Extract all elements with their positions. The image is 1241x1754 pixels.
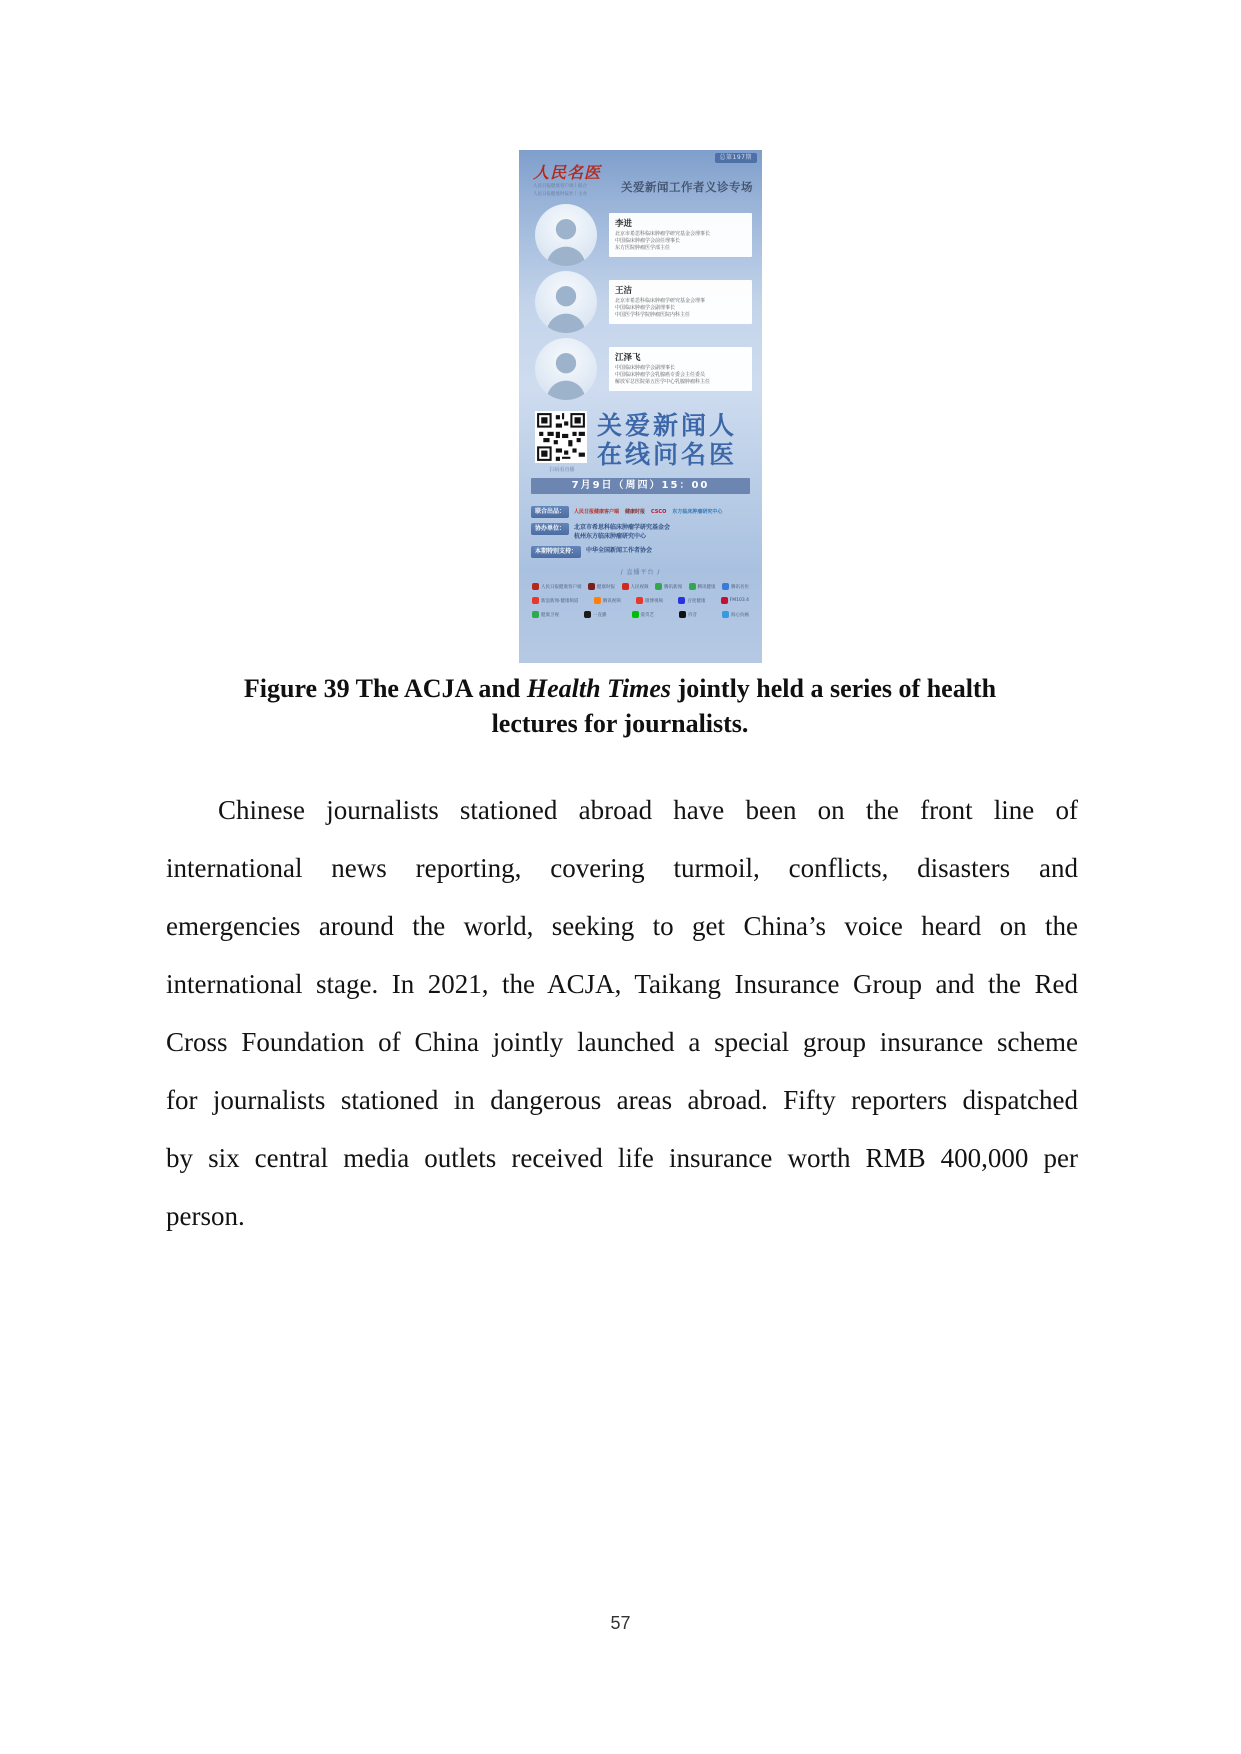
doctor-entry bbox=[519, 271, 762, 333]
platform-logo-icon bbox=[721, 597, 728, 604]
platform-logo-icon bbox=[655, 583, 662, 590]
schedule-banner: 7月9日（周四）15：00 bbox=[531, 478, 750, 494]
credit-row-organizers bbox=[531, 523, 752, 541]
doctor-title: 北京市希思科临床肿瘤学研究基金会理事 bbox=[615, 298, 706, 304]
doctor-photo bbox=[535, 204, 597, 266]
platform-logo: 微博视频 bbox=[636, 597, 663, 604]
producer-label-chip: 联合出品： bbox=[531, 506, 569, 518]
credit-row-support bbox=[531, 546, 752, 558]
doctor-title: 解放军总医院第五医学中心乳腺肿瘤科主任 bbox=[615, 379, 711, 385]
brand-logo: 人民名医 bbox=[533, 163, 602, 182]
figure-caption bbox=[170, 671, 1070, 741]
poster-headline bbox=[597, 411, 737, 473]
support-label-chip: 本期特别支持： bbox=[531, 546, 581, 558]
platform-row-2 bbox=[532, 597, 749, 604]
platform-logo-icon bbox=[584, 611, 591, 618]
producer-logo: 健康时报 bbox=[625, 509, 646, 515]
brand-block bbox=[533, 164, 617, 198]
brand-subline-2: 人民日报健康时报社丨主办 bbox=[533, 192, 587, 197]
doctor-title: 中国临床肿瘤学会副理事长 bbox=[615, 305, 676, 311]
platform-logo: 一直播 bbox=[584, 611, 607, 618]
doctor-name: 江泽飞 bbox=[615, 353, 641, 363]
brand-subline-1: 人民日报健康客户端丨联合 bbox=[533, 184, 587, 189]
page-number: 57 bbox=[610, 1613, 631, 1633]
organizer-line-2: 杭州东方临床肿瘤研究中心 bbox=[574, 532, 647, 540]
platforms-divider: / 直播平台 / bbox=[620, 569, 661, 576]
doctor-title: 中国临床肿瘤学会乳腺癌专委会主任委员 bbox=[615, 372, 706, 378]
person-silhouette-icon bbox=[535, 204, 597, 266]
platform-logo: 健康卫视 bbox=[532, 611, 559, 618]
person-silhouette-icon bbox=[535, 338, 597, 400]
platform-row-1 bbox=[532, 583, 749, 590]
platform-logo: 爱奇艺 bbox=[632, 611, 655, 618]
support-value: 中华全国新闻工作者协会 bbox=[586, 547, 653, 554]
credits-section bbox=[531, 506, 752, 558]
poster-title: 关爱新闻工作者义诊专场 bbox=[621, 180, 753, 194]
organizer-line-1: 北京市希思科临床肿瘤学研究基金会 bbox=[574, 524, 671, 531]
doctor-card bbox=[609, 280, 752, 324]
platform-logo-icon bbox=[532, 597, 539, 604]
platform-logo-icon bbox=[622, 583, 629, 590]
doctor-list bbox=[519, 204, 762, 400]
qr-caption: 扫码看直播 bbox=[549, 467, 575, 473]
producer-logo: CSCO bbox=[651, 508, 667, 515]
doctor-photo bbox=[535, 338, 597, 400]
figure-poster bbox=[519, 150, 762, 663]
platform-logo: 新浪新闻·健康频道 bbox=[532, 597, 578, 604]
doctor-title: 中国临床肿瘤学会前任理事长 bbox=[615, 238, 681, 244]
body-paragraph: Chinese journalists stationed abroad have been on the front line of international news reporting, covering turmoil, conflicts, disasters and emergencies around the world, seeking to get China’s voice heard on the international stage. In 2021, the ACJA, Taikang Insurance Group and the Red Cross Foundation of China jointly launched a special group insurance scheme for journalists stationed in dangerous areas abroad. Fifty reporters dispatched by six central media outlets received life insurance worth RMB 400,000 per person. bbox=[166, 795, 1078, 1231]
producer-logo: 人民日报健康客户端 bbox=[574, 509, 620, 515]
issue-badge: 总第197期 bbox=[715, 153, 757, 163]
doctor-title: 中国临床肿瘤学会副理事长 bbox=[615, 365, 676, 371]
platform-logo: 腾讯新闻 bbox=[655, 583, 682, 590]
headline-line-2: 在线问名医 bbox=[597, 440, 738, 469]
platform-logo: 抖音 bbox=[679, 611, 697, 618]
platform-logo-icon bbox=[636, 597, 643, 604]
doctor-card bbox=[609, 213, 752, 257]
platform-logo: FM103.4 bbox=[721, 597, 749, 604]
credit-row-producers bbox=[531, 506, 752, 518]
platform-logo-icon bbox=[588, 583, 595, 590]
doctor-title: 北京市希思科临床肿瘤学研究基金会理事长 bbox=[615, 231, 711, 237]
qr-code bbox=[535, 411, 587, 463]
doctor-name: 王洁 bbox=[615, 286, 633, 296]
platform-logo: 腾讯名医 bbox=[722, 583, 749, 590]
platform-logo-icon bbox=[722, 611, 729, 618]
platform-logo: 腾讯视频 bbox=[594, 597, 621, 604]
doctor-entry bbox=[519, 338, 762, 400]
doctor-name: 李进 bbox=[615, 219, 633, 229]
organizer-value bbox=[574, 523, 670, 541]
platform-logo: 人民视频 bbox=[622, 583, 649, 590]
platform-logo-icon bbox=[689, 583, 696, 590]
person-silhouette-icon bbox=[535, 271, 597, 333]
caption-italic-title: Health Times bbox=[526, 674, 672, 703]
platform-row-3 bbox=[532, 611, 749, 618]
figure-caption-line-1: Figure 39 The ACJA and Health Times jointly held a series of health bbox=[243, 674, 997, 703]
headline-line-1: 关爱新闻人 bbox=[597, 411, 738, 440]
producer-logos bbox=[574, 506, 722, 515]
platform-logo-icon bbox=[594, 597, 601, 604]
doctor-title: 东方医院肿瘤医学部主任 bbox=[615, 245, 671, 251]
platform-logo-icon bbox=[532, 611, 539, 618]
organizer-label-chip: 协办单位： bbox=[531, 523, 569, 535]
platform-logo-icon bbox=[632, 611, 639, 618]
platform-logo: 海心抗癌 bbox=[722, 611, 749, 618]
platform-logo-icon bbox=[722, 583, 729, 590]
doctor-title: 中国医学科学院肿瘤医院内科主任 bbox=[615, 312, 691, 318]
doctor-photo bbox=[535, 271, 597, 333]
platform-logo: 健康时报 bbox=[588, 583, 615, 590]
platform-logo-icon bbox=[679, 611, 686, 618]
producer-logo: 东方临床肿瘤研究中心 bbox=[672, 509, 723, 515]
qr-block bbox=[535, 411, 589, 473]
figure-caption-line-2: lectures for journalists. bbox=[491, 709, 749, 738]
platform-logo: 人民日报健康客户端 bbox=[532, 583, 582, 590]
platform-logo-icon bbox=[678, 597, 685, 604]
doctor-card bbox=[609, 347, 752, 391]
doctor-entry bbox=[519, 204, 762, 266]
headline-section bbox=[519, 405, 762, 473]
platform-logo-icon bbox=[532, 583, 539, 590]
platform-logo: 百度健康 bbox=[678, 597, 705, 604]
platform-logo: 腾讯健康 bbox=[689, 583, 716, 590]
